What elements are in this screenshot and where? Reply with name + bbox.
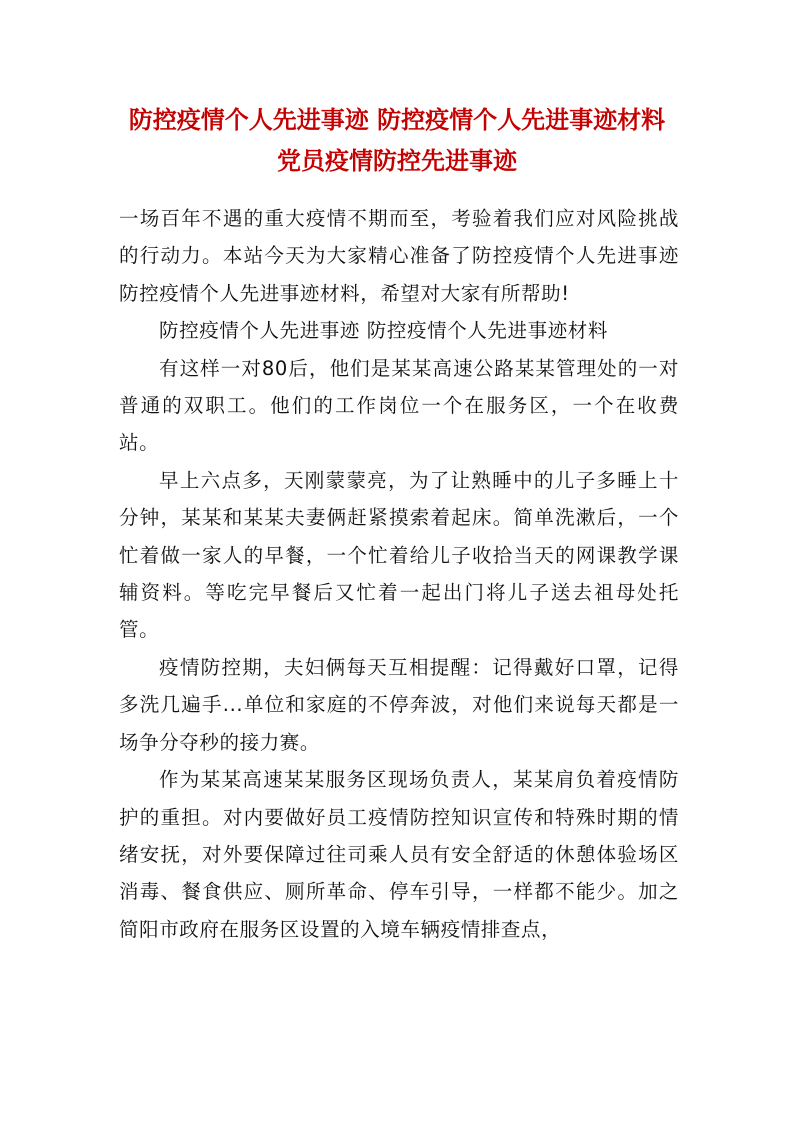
section-heading: 防控疫情个人先进事迹 防控疫情个人先进事迹材料 bbox=[159, 319, 608, 343]
document-title-line-2: 党员疫情防控先进事迹 bbox=[277, 146, 517, 175]
body-paragraph: 早上六点多，天刚蒙蒙亮，为了让熟睡中的儿子多睡上十分钟，某某和某某夫妻俩赶紧摸索着起床。简单洗漱后，一个忙着做一家人的早餐，一个忙着给儿子收拾当天的网课教学课辅资料。等吃完早餐后又忙着一起出门将儿子送去祖母处托管。 bbox=[119, 468, 679, 642]
intro-paragraph: 一场百年不遇的重大疫情不期而至，考验着我们应对风险挑战的行动力。本站今天为大家精心准备了防控疫情个人先进事迹 防控疫情个人先进事迹材料，希望对大家有所帮助! bbox=[119, 207, 679, 305]
body-paragraph: 疫情防控期，夫妇俩每天互相提醒：记得戴好口罩，记得多洗几遍手...单位和家庭的不停奔波，对他们来说每天都是一场争分夺秒的接力赛。 bbox=[119, 655, 679, 754]
body-paragraph: 作为某某高速某某服务区现场负责人，某某肩负着疫情防护的重担。对内要做好员工疫情防控知识宣传和特殊时期的情绪安抚，对外要保障过往司乘人员有安全舒适的休憩体验场区消毒、餐食供应、厕所革命、停车引导，一样都不能少。加之简阳市政府在服务区设置的入境车辆疫情排查点， bbox=[119, 768, 679, 941]
document-title-line-1: 防控疫情个人先进事迹 防控疫情个人先进事迹材料 bbox=[128, 105, 666, 134]
body-paragraph: 有这样一对80后，他们是某某高速公路某某管理处的一对普通的双职工。他们的工作岗位一个在服务区，一个在收费站。 bbox=[119, 356, 679, 455]
document-body bbox=[119, 200, 679, 948]
